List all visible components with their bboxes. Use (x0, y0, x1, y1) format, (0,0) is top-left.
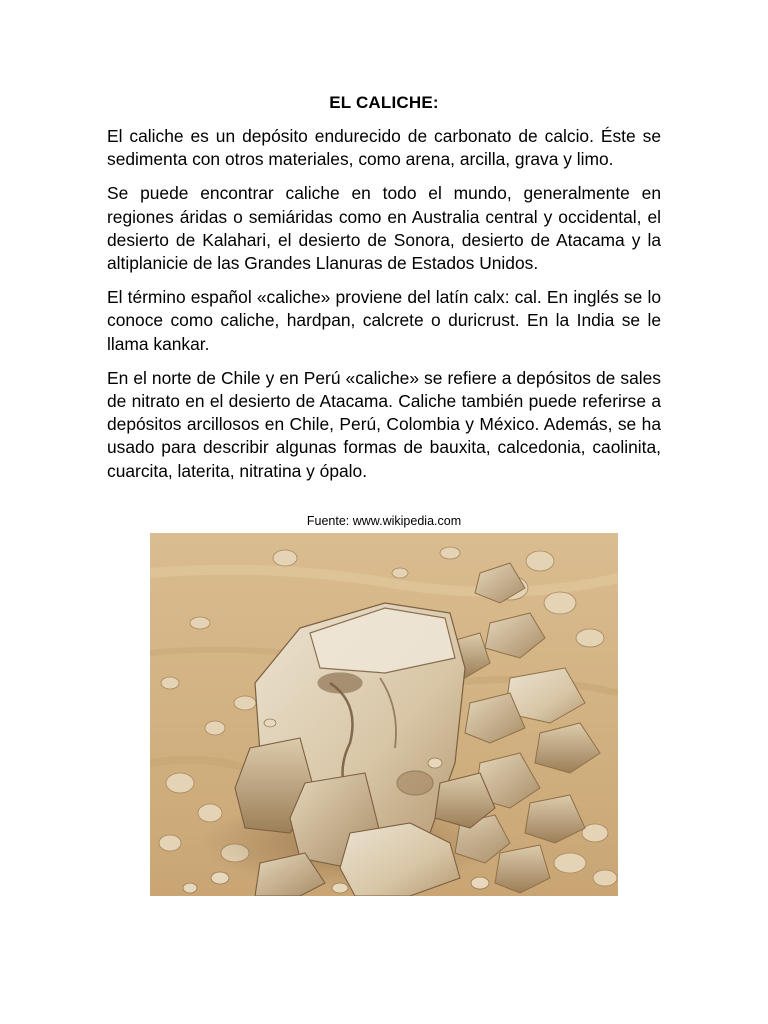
paragraph-definition: El caliche es un depósito endurecido de carbonato de calcio. Éste se sedimenta con otros materiales, como arena, arcilla, grava y limo. (107, 126, 661, 170)
source-caption: Fuente: www.wikipedia.com (306, 514, 462, 528)
caliche-rock-photo (150, 533, 618, 896)
document-title: EL CALICHE: (329, 93, 439, 112)
paragraph-etymology: El término español «caliche» proviene del latín calx: cal. En inglés se lo conoce como caliche, hardpan, calcrete o duricrust. En la India se le llama kankar. (107, 287, 661, 354)
document-body (107, 125, 661, 494)
paragraph-locations: Se puede encontrar caliche en todo el mundo, generalmente en regiones áridas o semiáridas como en Australia central y occidental, el desierto de Kalahari, el desierto de Sonora, desierto de Atacama y la altiplanicie de las Grandes Llanuras de Estados Unidos. (107, 183, 661, 274)
paragraph-chile-peru: En el norte de Chile y en Perú «caliche» se refiere a depósitos de sales de nitrato en el desierto de Atacama. Caliche también puede referirse a depósitos arcillosos en Chile, Perú, Colombia y México. Además, se ha usado para describir algunas formas de bauxita, calcedonia, caolinita, cuarcita, laterita, nitratina y ópalo. (107, 367, 661, 481)
